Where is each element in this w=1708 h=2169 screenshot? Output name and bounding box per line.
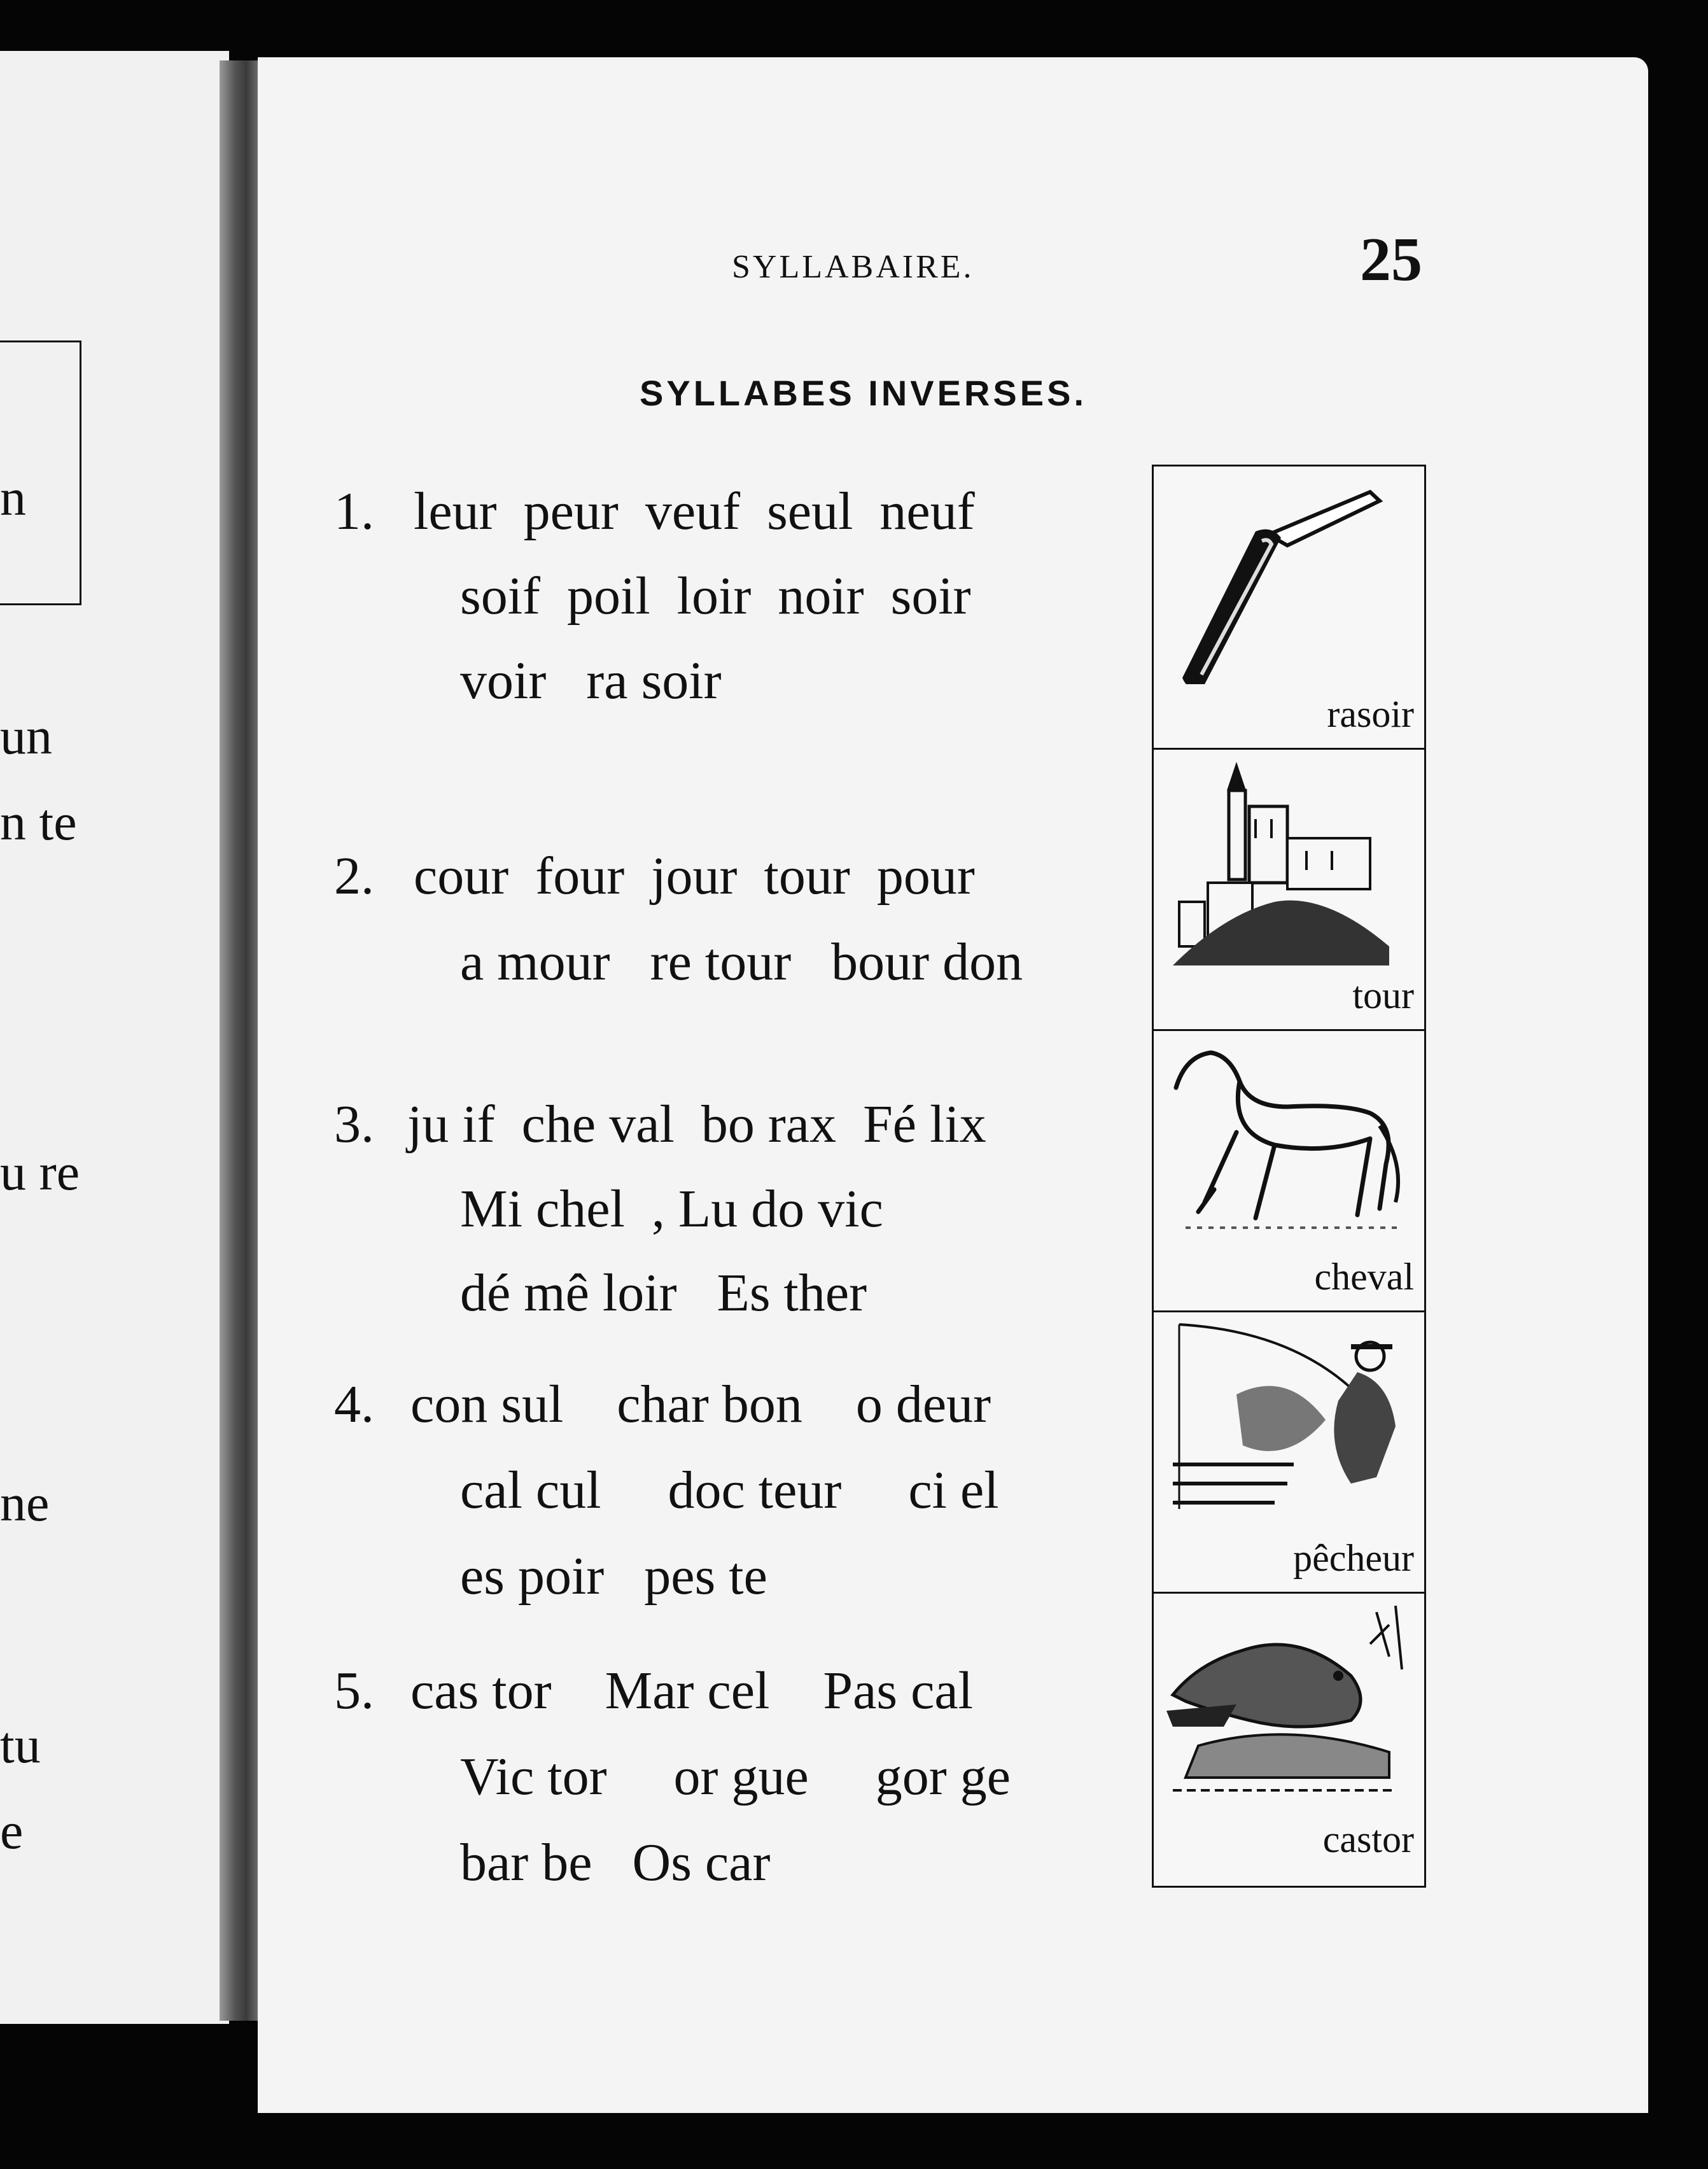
razor-icon: [1160, 474, 1415, 684]
illustration-panel-cheval: [1154, 1029, 1424, 1312]
beaver-icon: [1160, 1599, 1415, 1809]
exercise-line: Vic tor or gue gor ge: [460, 1747, 1011, 1806]
page-number: 25: [1360, 225, 1422, 294]
castle-tower-icon: [1160, 755, 1415, 965]
illustration-caption: rasoir: [1327, 693, 1414, 735]
section-title: SYLLABES INVERSES.: [640, 373, 1088, 413]
facing-page-fragment: n: [0, 468, 26, 526]
facing-page-fragment: n te: [0, 793, 77, 851]
exercise-line: leur peur veuf seul neuf: [414, 482, 975, 541]
exercise-number: 1.: [334, 482, 374, 541]
exercise-number: 5.: [334, 1661, 374, 1720]
illustration-caption: cheval: [1314, 1256, 1414, 1298]
exercise-line: cas tor Mar cel Pas cal: [410, 1661, 974, 1720]
illustration-panel-castor: [1154, 1592, 1424, 1873]
illustration-column: [1152, 465, 1426, 1888]
exercise-line: voir ra soir: [460, 651, 722, 710]
exercise-line: es poir pes te: [460, 1547, 767, 1606]
exercise-line: cour four jour tour pour: [414, 846, 975, 906]
facing-page-fragment: un: [0, 707, 52, 765]
fisherman-icon: [1160, 1318, 1415, 1528]
facing-page-fragment: e: [0, 1802, 24, 1860]
exercise-line: a mour re tour bour don: [460, 932, 1023, 992]
illustration-caption: castor: [1322, 1818, 1414, 1860]
illustration-panel-tour: [1154, 748, 1424, 1031]
exercise-line: soif poil loir noir soir: [460, 566, 971, 626]
book-page: [258, 57, 1648, 2113]
exercise-number: 3.: [334, 1095, 374, 1154]
running-head: SYLLABAIRE.: [732, 249, 974, 285]
exercise-line: ju if che val bo rax Fé lix: [407, 1095, 986, 1154]
facing-page-fragment: u re: [0, 1143, 80, 1201]
illustration-caption: tour: [1352, 974, 1414, 1016]
facing-page-fragment: ne: [0, 1474, 50, 1532]
facing-page-fragment: tu: [0, 1716, 41, 1774]
exercise-line: dé mê loir Es ther: [460, 1263, 867, 1323]
exercise-number: 4.: [334, 1375, 374, 1434]
exercise-number: 2.: [334, 846, 374, 906]
exercise-line: con sul char bon o deur: [410, 1375, 991, 1434]
exercise-line: bar be Os car: [460, 1833, 771, 1892]
illustration-panel-rasoir: [1154, 467, 1424, 750]
illustration-panel-pecheur: [1154, 1310, 1424, 1594]
exercise-line: cal cul doc teur ci el: [460, 1461, 999, 1520]
illustration-caption: pêcheur: [1293, 1537, 1414, 1579]
facing-page: [0, 51, 229, 2024]
book-gutter: [220, 60, 258, 2021]
exercise-line: Mi chel , Lu do vic: [460, 1179, 883, 1239]
horse-icon: [1160, 1037, 1415, 1247]
